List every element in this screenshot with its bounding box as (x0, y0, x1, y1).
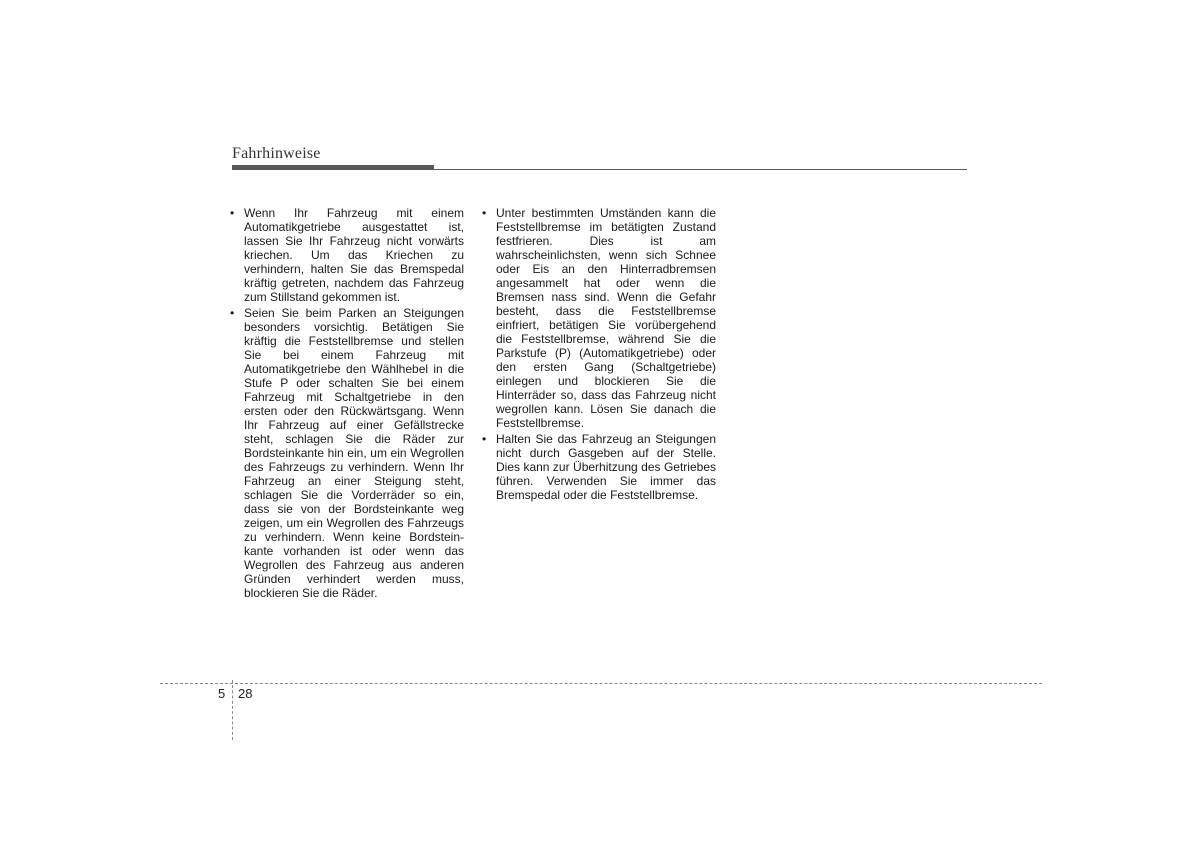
list-item-text: Seien Sie beim Parken an Steigungen besonders vorsichtig. Betätigen Sie kräftig die Feststellbremse und stellen Sie bei einem Fahrzeug mit Automatikgetriebe den Wählhebel in die Stufe P oder schalten Sie bei einem Fahrzeug mit Schaltgetriebe in den ersten oder den Rückwärtsgang. Wenn Ihr Fahrzeug auf einer Gefällstrecke steht, schlagen Sie die Räder zur Bordsteinkante hin ein, um ein Wegrollen des Fahrzeugs zu verhindern. Wenn Ihr Fahrzeug an einer Steigung steht, schlagen Sie die Vorderräder so ein, dass sie von der Bordsteinkante weg zeigen, um ein Wegrollen des Fahrzeugs zu verhindern. Wenn keine Bordstein-kante vorhanden ist oder wenn das Wegrollen des Fahrzeug aus anderen Gründen verhindert werden muss, blockieren Sie die Räder. (244, 306, 464, 600)
bullet-icon: • (482, 432, 487, 446)
right-bullet-list (482, 206, 716, 502)
footer-vertical-dashed-rule (232, 680, 233, 740)
bullet-icon: • (230, 306, 235, 320)
header-rule-thin (434, 169, 967, 170)
list-item (230, 206, 464, 304)
list-item-text: Halten Sie das Fahrzeug an Steigungen nicht durch Gasgeben auf der Stelle. Dies kann zur Überhitzung des Getriebes führen. Verwenden Sie immer das Bremspedal oder die Feststellbremse. (496, 432, 716, 502)
footer-dashed-rule (160, 683, 1042, 684)
right-column (482, 206, 716, 504)
list-item (482, 206, 716, 430)
section-title: Fahrhinweise (232, 145, 321, 162)
list-item (482, 432, 716, 502)
bullet-icon: • (230, 206, 235, 220)
page-number: 28 (238, 686, 253, 701)
header-rule-thick (232, 165, 434, 170)
chapter-number: 5 (218, 686, 226, 701)
list-item (230, 306, 464, 600)
bullet-icon: • (482, 206, 487, 220)
list-item-text: Wenn Ihr Fahrzeug mit einem Automatikgetriebe ausgestattet ist, lassen Sie Ihr Fahrzeug nicht vorwärts kriechen. Um das Kriechen zu verhindern, halten Sie das Bremspedal kräftig getreten, nachdem das Fahrzeug zum Stillstand gekommen ist. (244, 206, 464, 304)
left-column (230, 206, 464, 602)
left-bullet-list (230, 206, 464, 600)
list-item-text: Unter bestimmten Umständen kann die Feststellbremse im betätigten Zustand festfrieren. Dies ist am wahrscheinlichsten, wenn sich Schnee oder Eis an den Hinterradbremsen angesammelt hat oder wenn die Bremsen nass sind. Wenn die Gefahr besteht, dass die Feststellbremse einfriert, betätigen Sie vorübergehend die Feststellbremse, während Sie die Parkstufe (P) (Automatikgetriebe) oder den ersten Gang (Schaltgetriebe) einlegen und blockieren Sie die Hinterräder so, dass das Fahrzeug nicht wegrollen kann. Lösen Sie danach die Feststellbremse. (496, 206, 716, 430)
